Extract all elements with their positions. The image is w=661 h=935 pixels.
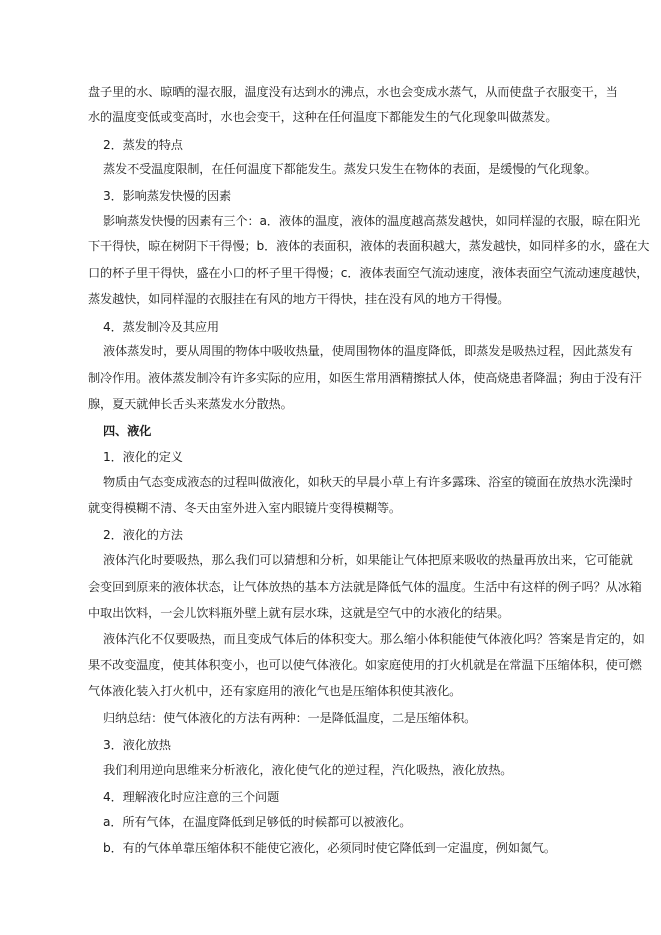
subheading: 4．理解液化时应注意的三个问题 [103, 790, 280, 804]
body-text: 盘子里的水、晾晒的湿衣服，温度没有达到水的沸点，水也会变成水蒸气，从而使盘子衣服变干，当 [88, 85, 618, 99]
body-text: 蒸发不受温度限制，在任何温度下都能发生。蒸发只发生在物体的表面，是缓慢的气化现象。 [103, 162, 597, 176]
subheading: 4．蒸发制冷及其应用 [103, 320, 219, 334]
body-text: 会变回到原来的液体状态，让气体放热的基本方法就是降低气体的温度。生活中有这样的例子吗？从冰箱 [88, 580, 642, 594]
body-text: 水的温度变低或变高时，水也会变干，这种在任何温度下都能发生的气化现象叫做蒸发。 [88, 110, 558, 124]
body-text: 归纳总结：使气体液化的方法有两种：一是降低温度，二是压缩体积。 [103, 711, 477, 725]
body-text: 下干得快，晾在树阴下干得慢；b．液体的表面积，液体的表面积越大，蒸发越快，如同样多的水，盛在大 [88, 239, 650, 253]
subheading: 3．液化放热 [103, 738, 171, 752]
subheading: 1．液化的定义 [103, 450, 183, 464]
subheading: 2．蒸发的特点 [103, 138, 183, 152]
body-text: 我们利用逆向思维来分析液化，液化使气化的逆过程，汽化吸热，液化放热。 [103, 763, 513, 777]
section-heading: 四、液化 [103, 424, 152, 438]
body-text: 物质由气态变成液态的过程叫做液化，如秋天的早晨小草上有许多露珠、浴室的镜面在放热水洗澡时 [103, 475, 633, 489]
body-text: 果不改变温度，使其体积变小，也可以使气体液化。如家庭使用的打火机就是在常温下压缩体积，使可燃 [88, 658, 642, 672]
body-text: 腺，夏天就伸长舌头来蒸发水分散热。 [88, 397, 293, 411]
body-text: 气体液化装入打火机中，还有家庭用的液化气也是压缩体积使其液化。 [88, 684, 462, 698]
body-text: 液体汽化时要吸热，那么我们可以猜想和分析，如果能让气体把原来吸收的热量再放出来，它可能就 [103, 553, 633, 567]
body-text: 液体蒸发时，要从周围的物体中吸收热量，使周围物体的温度降低，即蒸发是吸热过程，因此蒸发有 [103, 344, 633, 358]
body-text: 蒸发越快，如同样湿的衣服挂在有风的地方干得快，挂在没有风的地方干得慢。 [88, 292, 510, 306]
body-text: 中取出饮料，一会儿饮料瓶外壁上就有层水珠，这就是空气中的水液化的结果。 [88, 606, 510, 620]
list-item: b．有的气体单靠压缩体积不能使它液化，必须同时使它降低到一定温度，例如氮气。 [103, 841, 556, 855]
subheading: 2．液化的方法 [103, 528, 183, 542]
body-text: 就变得模糊不清、冬天由室外进入室内眼镜片变得模糊等。 [88, 501, 401, 515]
body-text: 影响蒸发快慢的因素有三个：a．液体的温度，液体的温度越高蒸发越快，如同样湿的衣服，晾在阳光 [103, 214, 640, 228]
body-text: 口的杯子里干得快，盛在小口的杯子里干得慢；c．液体表面空气流动速度，液体表面空气流动速度越快， [88, 266, 649, 280]
subheading: 3．影响蒸发快慢的因素 [103, 189, 231, 203]
body-text: 制冷作用。液体蒸发制冷有许多实际的应用，如医生常用酒精擦拭人体，使高烧患者降温；狗由于没有汗 [88, 371, 642, 385]
body-text: 液体汽化不仅要吸热，而且变成气体后的体积变大。那么缩小体积能使气体液化吗？答案是肯定的，如 [103, 632, 645, 646]
list-item: a．所有气体，在温度降低到足够低的时候都可以被液化。 [103, 815, 412, 829]
